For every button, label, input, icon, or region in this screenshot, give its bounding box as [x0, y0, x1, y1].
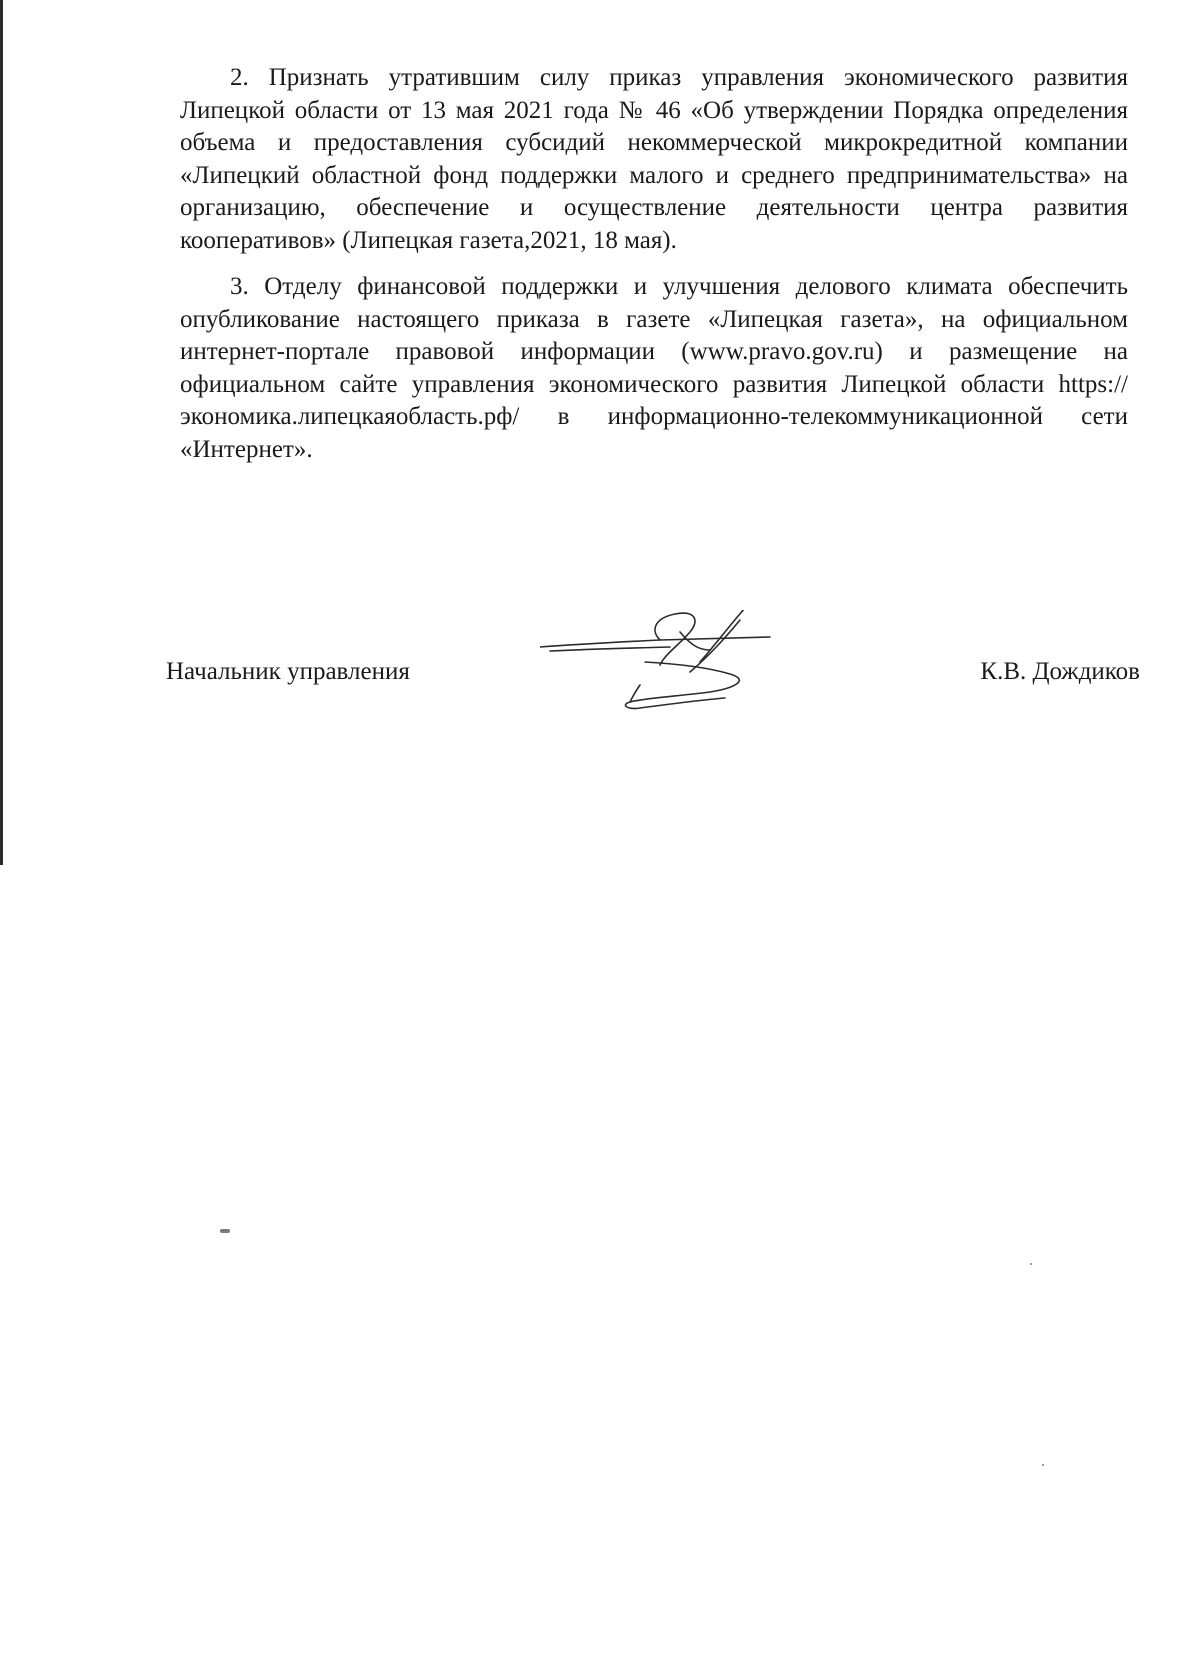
scan-edge-shadow	[0, 0, 3, 865]
paragraph-3: 3. Отделу финансовой поддержки и улучшения делового климата обеспечить опубликование настоящего приказа в газете «Липецкая газета», на официальном интернет-портале правовой информации (www.pravo.gov.ru) и размещение на официальном сайте управления экономического развития Липецкой области https://экономика.липецкаяобласть.рф/ в информационно-телекоммуникационной сети «Интернет».	[180, 273, 1128, 463]
handwritten-signature	[540, 610, 800, 740]
signatory-name: К.В. Дождиков	[980, 658, 1140, 685]
scan-speck	[220, 1229, 230, 1233]
document-body	[180, 62, 1128, 480]
scan-speck	[1042, 1464, 1044, 1466]
signatory-title: Начальник управления	[166, 658, 410, 685]
scan-speck	[1030, 1263, 1032, 1265]
paragraph-2: 2. Признать утратившим силу приказ управления экономического развития Липецкой области от 13 мая 2021 года № 46 «Об утверждении Порядка определения объема и предоставления субсидий некоммерческой микрокредитной компании «Липецкий областной фонд поддержки малого и среднего предпринимательства» на организацию, обеспечение и осуществление деятельности центра развития кооперативов» (Липецкая газета,2021, 18 мая).	[180, 64, 1128, 254]
